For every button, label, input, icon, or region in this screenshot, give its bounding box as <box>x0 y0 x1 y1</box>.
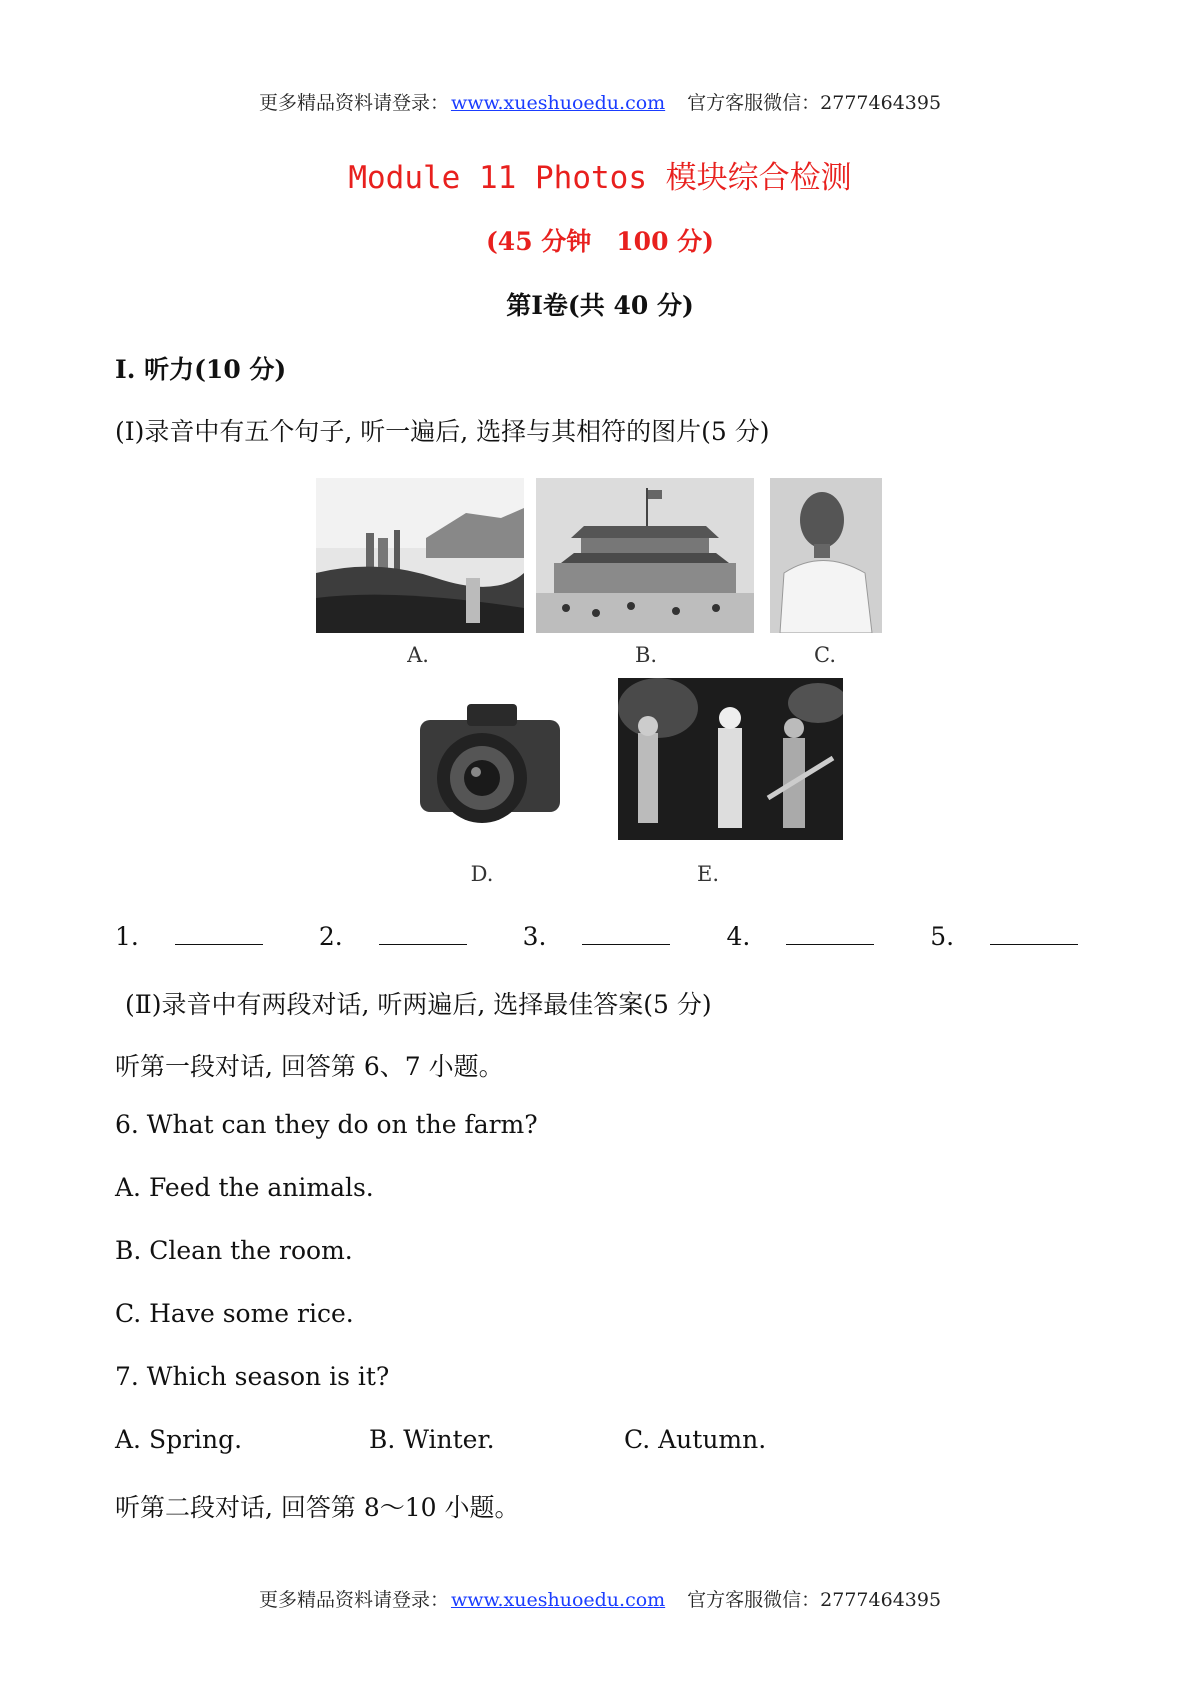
picture-label-e: E. <box>696 862 719 886</box>
banner-service: 官方客服微信：2777464395 <box>687 92 942 114</box>
blank-2[interactable]: 2. <box>319 922 495 951</box>
blank-1[interactable]: 1. <box>115 922 291 951</box>
picture-label-d: D. <box>470 862 494 886</box>
banner-label: 更多精品资料请登录： <box>258 1589 449 1611</box>
blank-4[interactable]: 4. <box>726 922 902 951</box>
banner-service: 官方客服微信：2777464395 <box>687 1589 942 1611</box>
q7-option-a[interactable]: A. Spring. <box>115 1425 243 1454</box>
q7-option-c[interactable]: C. Autumn. <box>624 1425 767 1454</box>
dialog1-intro: 听第一段对话, 回答第 6、7 小题。 <box>115 1052 504 1081</box>
q6-option-b[interactable]: B. Clean the room. <box>115 1236 353 1265</box>
top-banner <box>0 88 1200 115</box>
picture-label-b: B. <box>634 643 658 667</box>
camera-photo <box>412 690 572 845</box>
question-6: 6. What can they do on the farm? <box>115 1110 538 1139</box>
blank-3[interactable]: 3. <box>523 922 699 951</box>
blank-5[interactable]: 5. <box>930 922 1106 951</box>
tiananmen-photo <box>536 478 754 633</box>
page-title: Module 11 Photos 模块综合检测 <box>348 160 852 196</box>
banner-link[interactable]: www.xueshuoedu.com <box>450 1589 666 1611</box>
picture-label-a: A. <box>407 643 429 667</box>
q7-option-b[interactable]: B. Winter. <box>369 1425 495 1454</box>
dialog2-intro: 听第二段对话, 回答第 8～10 小题。 <box>115 1493 520 1522</box>
q6-option-a[interactable]: A. Feed the animals. <box>115 1173 374 1202</box>
city-landscape-photo <box>316 478 524 633</box>
question-7: 7. Which season is it? <box>115 1362 390 1391</box>
q6-option-c[interactable]: C. Have some rice. <box>115 1299 354 1328</box>
man-portrait-photo <box>770 478 882 633</box>
page-subtitle: (45 分钟 100 分) <box>485 227 715 256</box>
banner-label: 更多精品资料请登录： <box>258 92 449 114</box>
picture-label-c: C. <box>814 643 836 667</box>
part2-instruction: (Ⅱ)录音中有两段对话, 听两遍后, 选择最佳答案(5 分) <box>125 990 712 1019</box>
banner-link[interactable]: www.xueshuoedu.com <box>450 92 666 114</box>
answer-blanks <box>115 922 1134 951</box>
rock-band-photo <box>618 678 843 840</box>
bottom-banner <box>0 1585 1200 1612</box>
paper-heading: 第Ⅰ卷(共 40 分) <box>506 291 694 320</box>
section-heading: Ⅰ. 听力(10 分) <box>115 355 287 384</box>
part1-instruction: (Ⅰ)录音中有五个句子, 听一遍后, 选择与其相符的图片(5 分) <box>115 417 770 446</box>
